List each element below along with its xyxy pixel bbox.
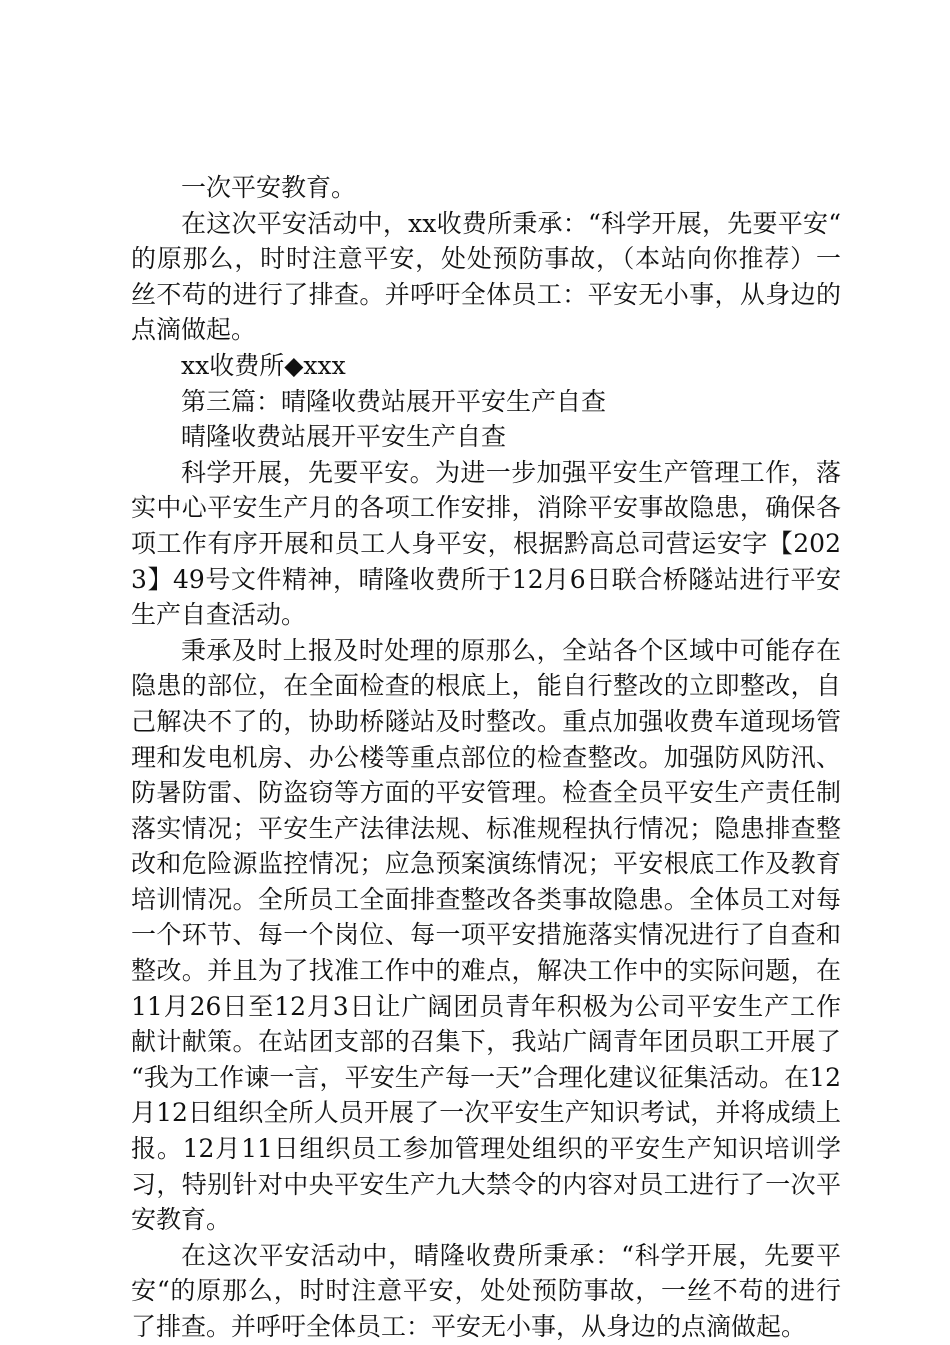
paragraph-continuation: 一次平安教育。 xyxy=(181,173,357,202)
signature-line: xx收费所◆xxx xyxy=(181,350,346,380)
paragraph-intro: 科学开展，先要平安。为进一步加强平安生产管理工作，落实中心平安生产月的各项工作安排，消除平安事故隐患，确保各项工作有序开展和员工人身平安，根据黔高总司营运安字【2023】49号文件精神，晴隆收费所于12月6日联合桥隧站进行平安生产自查活动。 xyxy=(131,457,841,630)
paragraph-summary-2: 在这次平安活动中，晴隆收费所秉承：“科学开展，先要平安“的原那么，时时注意平安，处处预防事故，一丝不苟的进行了排查。并呼吁全体员工：平安无小事，从身边的点滴做起。 xyxy=(131,1240,841,1341)
paragraph-body: 秉承及时上报及时处理的原那么，全站各个区域中可能存在隐患的部位，在全面检查的根底上，能自行整改的立即整改，自己解决不了的，协助桥隧站及时整改。重点加强收费车道现场管理和发电机房、办公楼等重点部位的检查整改。加强防风防汛、防暑防雷、防盗窃等方面的平安管理。检查全员平安生产责任制落实情况；平安生产法律法规、标准规程执行情况；隐患排查整改和危险源监控情况；应急预案演练情况；平安根底工作及教育培训情况。全所员工全面排查整改各类事故隐患。全体员工对每一个环节、每一个岗位、每一项平安措施落实情况进行了自查和整改。并且为了找准工作中的难点，解决工作中的实际问题，在11月26日至12月3日让广阔团员青年积极为公司平安生产工作献计献策。在站团支部的召集下，我站广阔青年团员职工开展了“我为工作谏一言，平安生产每一天”合理化建议征集活动。在12月12日组织全所人员开展了一次平安生产知识考试，并将成绩上报。12月11日组织员工参加管理处组织的平安生产知识培训学习，特别针对中央平安生产九大禁令的内容对员工进行了一次平安教育。 xyxy=(131,635,841,1235)
paragraph-summary-1: 在这次平安活动中，xx收费所秉承：“科学开展，先要平安“的原那么，时时注意平安，处处预防事故，（本站向你推荐）一丝不苟的进行了排查。并呼吁全体员工：平安无小事，从身边的点滴做起。 xyxy=(131,208,841,345)
article-title: 晴隆收费站展开平安生产自查 xyxy=(181,422,507,452)
document-body xyxy=(131,170,841,1345)
section-heading: 第三篇：晴隆收费站展开平安生产自查 xyxy=(181,386,607,416)
